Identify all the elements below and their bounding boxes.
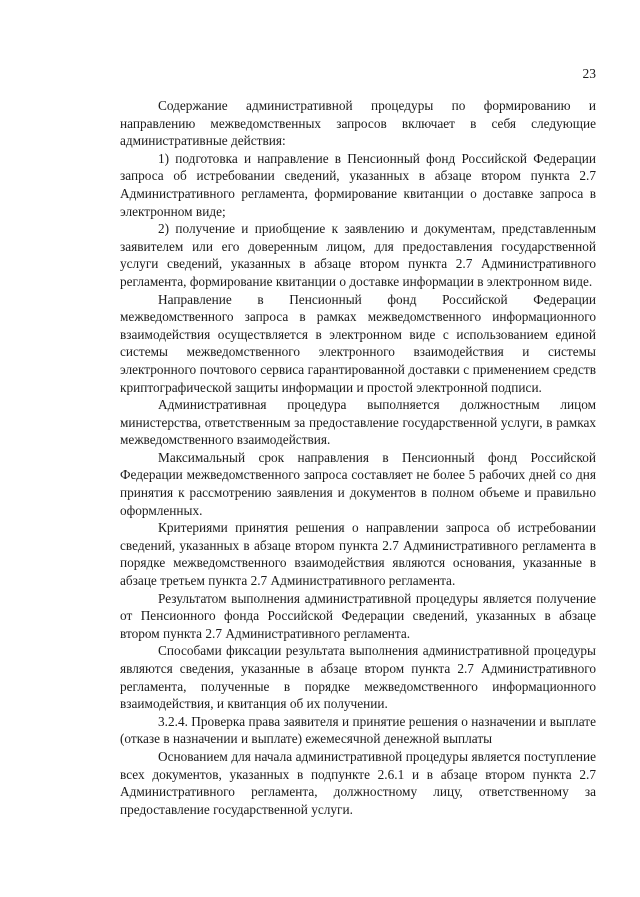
paragraph-procedure-result: Результатом выполнения административной процедуры является получение от Пенсионного фонда Российской Федерации сведений, указанных в абзаце втором пункта 2.7 Административного регламента. <box>120 590 596 641</box>
paragraph-responsible-official: Административная процедура выполняется должностным лицом министерства, ответственным за предоставление государственной услуги, в рамках межведомственного взаимодействия. <box>120 397 596 448</box>
paragraph-decision-criteria: Критериями принятия решения о направлении запроса об истребовании сведений, указанных в абзаце втором пункта 2.7 Административного регламента в порядке межведомственного взаимодействия являются основания, указанные в абзаце третьем пункта 2.7 Административного регламента. <box>120 520 596 589</box>
paragraph-max-term: Максимальный срок направления в Пенсионный фонд Российской Федерации межведомственного запроса составляет не более 5 рабочих дней со дня принятия к рассмотрению заявления и документов в полном объеме и правильно оформленных. <box>120 449 596 518</box>
paragraph-action-1: 1) подготовка и направление в Пенсионный фонд Российской Федерации запроса об истребовании сведений, указанных в абзаце втором пункта 2.7 Административного регламента, формирование квитанции о доставке запроса в электронном виде; <box>120 150 596 219</box>
paragraph-request-direction: Направление в Пенсионный фонд Российской Федерации межведомственного запроса в рамках межведомственного информационного взаимодействия осуществляется в электронном виде с использованием единой системы межведомственного электронного взаимодействия и системы электронного почтового сервиса гарантированной доставки с применением средств криптографической защиты информации и простой электронной подписи. <box>120 291 596 395</box>
section-heading-3-2-4: 3.2.4. Проверка права заявителя и принятие решения о назначении и выплате (отказе в назначении и выплате) ежемесячной денежной выплаты <box>120 713 596 747</box>
paragraph-action-2: 2) получение и приобщение к заявлению и документам, представленным заявителем или его доверенным лицом, для предоставления государственной услуги сведений, указанных в абзаце втором пункта 2.7 Административного регламента, формирование квитанции о доставке информации в электронном виде. <box>120 221 596 289</box>
page-number: 23 <box>582 66 596 81</box>
document-body <box>120 97 596 818</box>
paragraph-result-fixation: Способами фиксации результата выполнения административной процедуры являются сведения, указанные в абзаце втором пункта 2.7 Административного регламента, полученные в порядке межведомственного информационного взаимодействия, и квитанция об их получении. <box>120 643 596 712</box>
paragraph-procedure-content: Содержание административной процедуры по формированию и направлению межведомственных запросов включает в себя следующие административные действия: <box>120 98 596 149</box>
paragraph-procedure-basis: Основанием для начала административной процедуры является поступление всех документов, указанных в подпункте 2.6.1 и в абзаце втором пункта 2.7 Административного регламента, должностному лицу, ответственному за предоставление государственной услуги. <box>120 748 596 817</box>
